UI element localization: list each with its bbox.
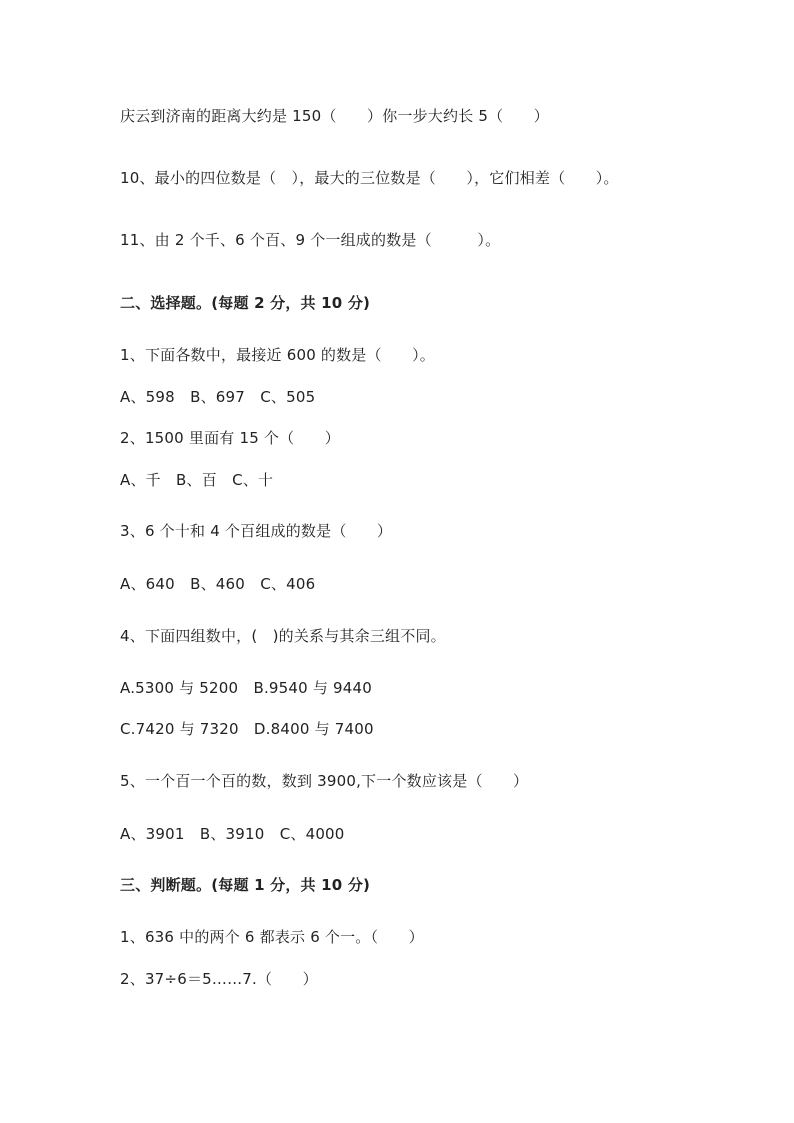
- section-heading-true-false: 三、判断题。(每题 1 分，共 10 分): [120, 876, 371, 894]
- choice-question-2-options: A、千 B、百 C、十: [120, 471, 274, 489]
- choice-question-3-stem: 3、6 个十和 4 个百组成的数是（ ）: [120, 522, 393, 540]
- choice-question-2-stem: 2、1500 里面有 15 个（ ）: [120, 429, 340, 447]
- judge-question-2: 2、37÷6＝5……7.（ ）: [120, 970, 318, 988]
- question-10: 10、最小的四位数是（ ），最大的三位数是（ ），它们相差（ ）。: [120, 169, 619, 187]
- choice-question-4-options-ab: A.5300 与 5200 B.9540 与 9440: [120, 679, 372, 697]
- choice-question-5-options: A、3901 B、3910 C、4000: [120, 825, 345, 843]
- judge-question-1: 1、636 中的两个 6 都表示 6 个一。（ ）: [120, 928, 424, 946]
- choice-question-1-options: A、598 B、697 C、505: [120, 388, 316, 406]
- choice-question-4-stem: 4、下面四组数中，( )的关系与其余三组不同。: [120, 627, 446, 645]
- choice-question-5-stem: 5、一个百一个百的数，数到 3900,下一个数应该是（ ）: [120, 772, 529, 790]
- choice-question-4-options-cd: C.7420 与 7320 D.8400 与 7400: [120, 720, 374, 738]
- choice-question-1-stem: 1、下面各数中，最接近 600 的数是（ ）。: [120, 346, 436, 364]
- section-heading-multiple-choice: 二、选择题。(每题 2 分，共 10 分): [120, 294, 371, 312]
- fill-in-line-distance: 庆云到济南的距离大约是 150（ ）你一步大约长 5（ ）: [120, 107, 549, 125]
- question-11: 11、由 2 个千、6 个百、9 个一组成的数是（ ）。: [120, 231, 501, 249]
- choice-question-3-options: A、640 B、460 C、406: [120, 575, 316, 593]
